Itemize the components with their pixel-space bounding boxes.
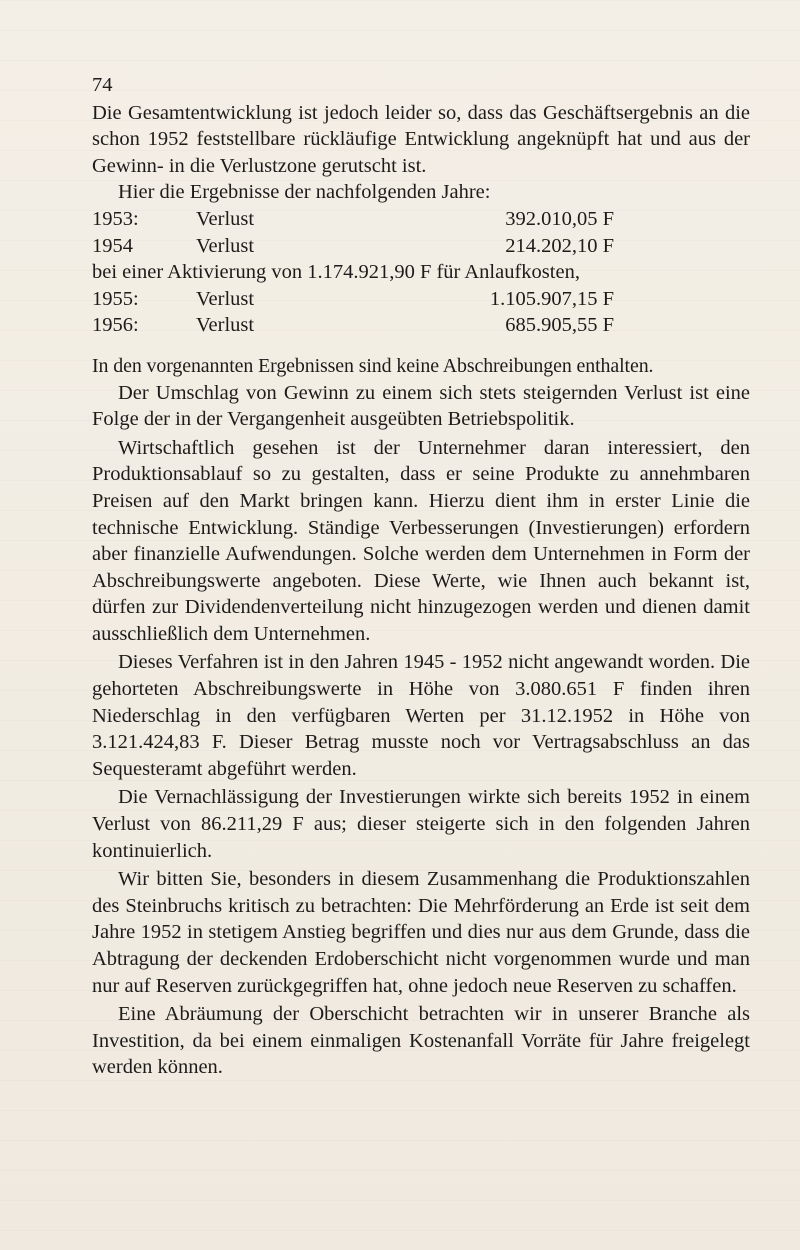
amount-cell: 1.105.907,15 F — [489, 287, 614, 310]
paragraph-abraeumung: Eine Abräumung der Oberschicht betrachten wir in unserer Branche als Investition, da bei einem einmaligen Kostenanfall Vorräte für Jahre freigelegt werden können. — [92, 1003, 750, 1079]
paragraph-wirtschaftlich: Wirtschaftlich gesehen ist der Unternehmer daran interessiert, den Produktionsablauf so zu gestalten, dass er seine Produkte zu annehmbaren Preisen auf den Markt bringen kann. Hierzu dient ihm in erster Linie die technische Entwicklung. Ständige Verbesserungen (Investierungen) erfordern aber finanzielle Aufwendungen. Solche werden dem Unternehmen in Form der Abschreibungswerte angeboten. Diese Werte, wie Ihnen auch bekannt ist, dürfen zur Dividendenverteilung nicht hinzugezogen werden und dienen damit ausschließlich dem Unternehmen. — [92, 436, 750, 645]
amount-cell: 392.010,05 F — [505, 207, 614, 230]
year-cell: 1955: — [92, 287, 139, 310]
label-cell: Verlust — [196, 314, 255, 337]
paragraph-umschlag: Der Umschlag von Gewinn zu einem sich stets steigernden Verlust ist eine Folge der in der Vergangenheit ausgeübten Betriebspolitik. — [92, 381, 750, 431]
spacer — [92, 339, 750, 351]
page-number: 74 — [92, 74, 113, 96]
paragraph-produktionszahlen: Wir bitten Sie, besonders in diesem Zusammenhang die Produktionszahlen des Steinbruchs kritisch zu betrachten: Die Mehrförderung an Erde ist seit dem Jahre 1952 in stetigem Anstieg begriffen und dies nur aus dem Grunde, dass die Abtragung der deckenden Erdoberschicht nicht vorgenommen wurde und man nur auf Reserven zurückgegriffen hat, ohne jedoch neue Reserven zu schaffen. — [92, 868, 750, 997]
label-cell: Verlust — [196, 207, 255, 230]
intro-paragraph: Die Gesamtentwicklung ist jedoch leider so, dass das Geschäftsergebnis an die schon 1952 feststellbare rückläufige Entwicklung angeknüpft hat und aus der Gewinn- in die Verlustzone gerutscht ist. — [92, 101, 750, 177]
results-note-row — [92, 259, 750, 286]
label-cell: Verlust — [196, 287, 255, 310]
results-row-1955 — [92, 286, 750, 313]
amount-cell: 214.202,10 F — [505, 234, 614, 257]
label-cell: Verlust — [196, 234, 255, 257]
year-cell: 1954 — [92, 234, 133, 257]
paragraph-abschreibungen: In den vorgenannten Ergebnissen sind keine Abschreibungen enthalten. — [92, 354, 654, 377]
results-row-1954 — [92, 233, 750, 260]
results-row-1956 — [92, 312, 750, 339]
paragraph-vernachlaessigung: Die Vernachlässigung der Investierungen wirkte sich bereits 1952 in einem Verlust von 86.211,29 F aus; dieser steigerte sich in den folgenden Jahren kontinuierlich. — [92, 786, 750, 862]
page-content — [92, 72, 750, 1081]
activation-note: bei einer Aktivierung von 1.174.921,90 F für Anlaufkosten, — [92, 261, 580, 284]
year-cell: 1953: — [92, 207, 139, 230]
amount-cell: 685.905,55 F — [505, 314, 614, 337]
results-row-1953 — [92, 206, 750, 233]
results-intro: Hier die Ergebnisse der nachfolgenden Jahre: — [118, 181, 491, 204]
paragraph-verfahren: Dieses Verfahren ist in den Jahren 1945 - 1952 nicht angewandt worden. Die gehorteten Abschreibungswerte in Höhe von 3.080.651 F finden ihren Niederschlag in den verfügbaren Werten per 31.12.1952 in Höhe von 3.121.424,83 F. Dieser Betrag musste noch vor Vertragsabschluss an das Sequesteramt abgeführt werden. — [92, 651, 750, 780]
results-table — [92, 206, 750, 339]
year-cell: 1956: — [92, 314, 139, 337]
